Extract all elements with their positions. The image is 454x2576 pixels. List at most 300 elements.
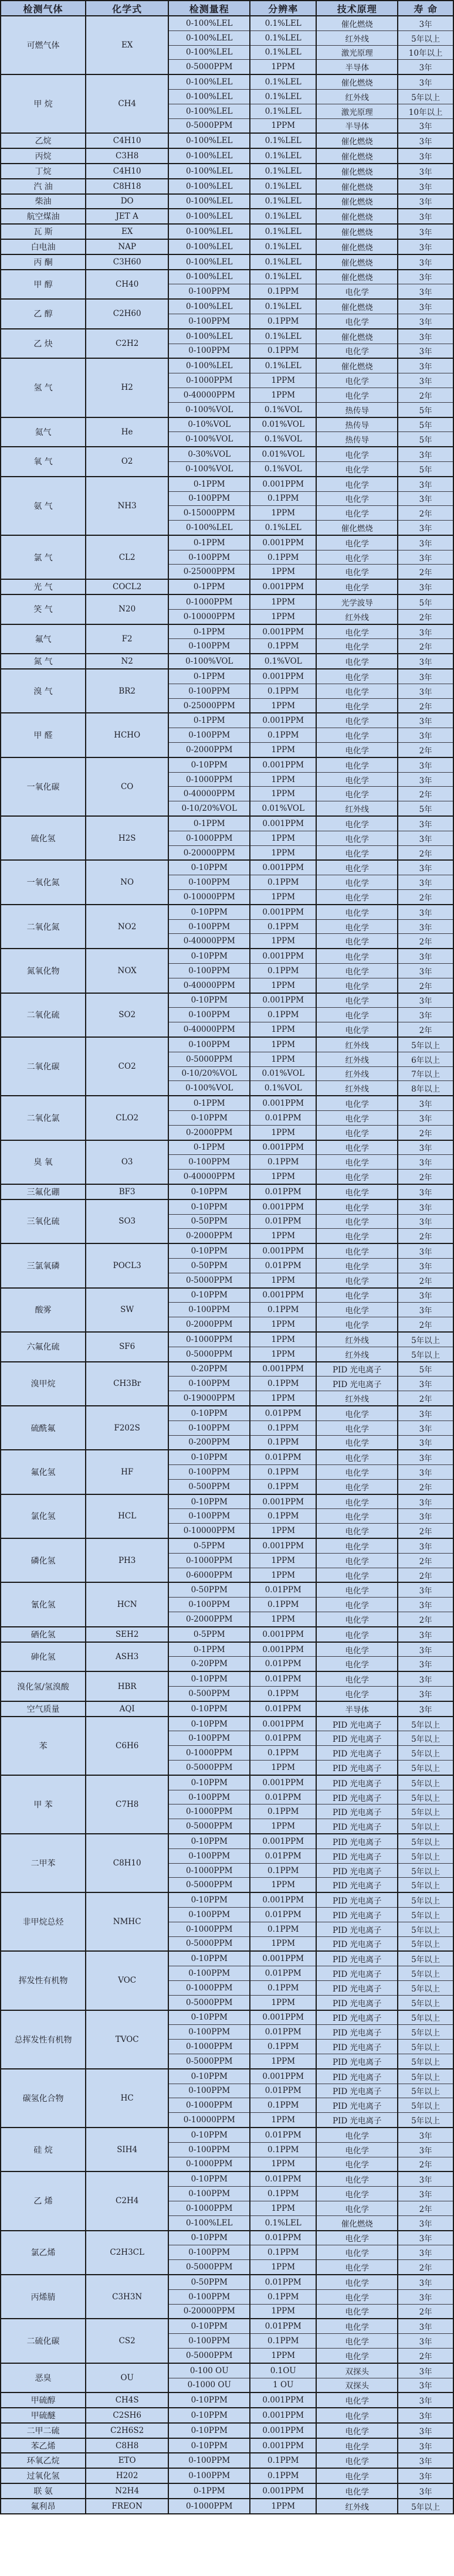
resolution-cell: 1PPM [250, 506, 316, 521]
range-cell: 0-10PPM [168, 860, 250, 875]
range-cell: 0-1000PPM [168, 594, 250, 609]
range-cell: 0-100PPM [168, 550, 250, 565]
gas-subrow [1, 1332, 453, 1347]
gas-name-cell: 甲 苯 [1, 1775, 86, 1834]
principle-cell: 催化燃烧 [316, 194, 398, 209]
formula-cell: HC [86, 2069, 168, 2128]
formula-cell: NAP [86, 239, 168, 254]
principle-cell: 电化学 [316, 978, 398, 993]
principle-cell: 电化学 [316, 2348, 398, 2363]
lifespan-cell: 3年 [398, 314, 453, 328]
formula-cell: DO [86, 194, 168, 209]
lifespan-cell: 5年以上 [398, 1819, 453, 1834]
principle-cell: 电化学 [316, 905, 398, 919]
range-cell: 0-100PPM [168, 1731, 250, 1746]
formula-cell: C4H10 [86, 133, 168, 148]
resolution-cell: 0.001PPM [250, 2438, 316, 2453]
resolution-cell: 0.1%LEL [250, 30, 316, 45]
gas-name-cell: 氢 气 [1, 358, 86, 417]
lifespan-cell: 10年以上 [398, 45, 453, 60]
lifespan-cell: 2年 [398, 1553, 453, 1568]
range-cell: 0-20PPM [168, 1657, 250, 1671]
principle-cell: 电化学 [316, 713, 398, 728]
gas-name-cell: 氰化氢 [1, 1582, 86, 1626]
range-cell: 0-100PPM [168, 2453, 250, 2468]
gas-subrow [1, 477, 453, 491]
principle-cell: 电化学 [316, 639, 398, 654]
gas-subrow [1, 905, 453, 919]
formula-cell: C6H6 [86, 1717, 168, 1775]
principle-cell: 热传导 [316, 402, 398, 417]
resolution-cell: 0.01PPM [250, 2128, 316, 2142]
lifespan-cell: 3年 [398, 1582, 453, 1597]
resolution-cell: 0.01%VOL [250, 1066, 316, 1081]
range-cell: 0-10PPM [168, 1243, 250, 1258]
resolution-cell: 0.1PPM [250, 919, 316, 934]
principle-cell: PID 光电离子 [316, 1362, 398, 1377]
lifespan-cell: 5年以上 [398, 1848, 453, 1863]
principle-cell: 催化燃烧 [316, 358, 398, 373]
lifespan-cell: 5年以上 [398, 1037, 453, 1052]
lifespan-cell: 2年 [398, 565, 453, 579]
resolution-cell: 0.1%LEL [250, 2215, 316, 2230]
lifespan-cell: 3年 [398, 133, 453, 148]
gas-subrow [1, 74, 453, 89]
range-cell: 0-100%LEL [168, 329, 250, 344]
formula-cell: CLO2 [86, 1096, 168, 1140]
principle-cell: PID 光电离子 [316, 1936, 398, 1951]
lifespan-cell: 5年以上 [398, 1892, 453, 1907]
formula-cell: C2H2 [86, 329, 168, 359]
gas-name-cell: 氦气 [1, 417, 86, 447]
gas-subrow [1, 1671, 453, 1686]
range-cell: 0-100%LEL [168, 30, 250, 45]
resolution-cell: 0.1PPM [250, 2334, 316, 2349]
resolution-cell: 0.001PPM [250, 1775, 316, 1790]
gas-subrow [1, 1701, 453, 1717]
principle-cell: 红外线 [316, 1066, 398, 1081]
formula-cell: H2S [86, 816, 168, 860]
range-cell: 0-50PPM [168, 1258, 250, 1273]
principle-cell: 电化学 [316, 2260, 398, 2275]
lifespan-cell: 5年以上 [398, 1878, 453, 1892]
lifespan-cell: 2年 [398, 1479, 453, 1494]
resolution-cell: 1PPM [250, 2157, 316, 2171]
gas-subrow [1, 2231, 453, 2245]
lifespan-cell: 3年 [398, 344, 453, 358]
gas-subrow [1, 1892, 453, 1907]
range-cell: 0-10PPM [168, 1951, 250, 1966]
lifespan-cell: 3年 [398, 2334, 453, 2349]
lifespan-cell: 3年 [398, 1008, 453, 1022]
range-cell: 0-100%LEL [168, 194, 250, 209]
principle-cell: 电化学 [316, 2393, 398, 2408]
range-cell: 0-15000PPM [168, 506, 250, 521]
resolution-cell: 0.1PPM [250, 639, 316, 654]
formula-cell: OU [86, 2363, 168, 2393]
lifespan-cell: 5年以上 [398, 1863, 453, 1878]
principle-cell: 电化学 [316, 1155, 398, 1170]
range-cell: 0-10000PPM [168, 609, 250, 624]
principle-cell: 电化学 [316, 2201, 398, 2215]
range-cell: 0-1000PPM [168, 373, 250, 388]
principle-cell: PID 光电离子 [316, 1804, 398, 1819]
formula-cell: NO [86, 860, 168, 904]
lifespan-cell: 5年以上 [398, 1775, 453, 1790]
lifespan-cell: 3年 [398, 491, 453, 506]
principle-cell: 电化学 [316, 461, 398, 476]
gas-name-cell: 氮氧化物 [1, 949, 86, 993]
resolution-cell: 0.1%VOL [250, 654, 316, 669]
principle-cell: 电化学 [316, 1214, 398, 1229]
resolution-cell: 0.001PPM [250, 1538, 316, 1553]
resolution-cell: 0.001PPM [250, 2408, 316, 2423]
principle-cell: 电化学 [316, 964, 398, 978]
resolution-cell: 1PPM [250, 1170, 316, 1184]
resolution-cell: 0.1%LEL [250, 209, 316, 224]
principle-cell: 催化燃烧 [316, 148, 398, 164]
gas-subrow [1, 594, 453, 609]
formula-cell: N2 [86, 654, 168, 669]
principle-cell: 电化学 [316, 1406, 398, 1420]
lifespan-cell: 3年 [398, 254, 453, 270]
range-cell: 0-500PPM [168, 1479, 250, 1494]
resolution-cell: 1PPM [250, 772, 316, 787]
principle-cell: 电化学 [316, 1568, 398, 1582]
gas-subrow [1, 2483, 453, 2499]
formula-cell: NMHC [86, 1892, 168, 1951]
formula-cell: F202S [86, 1406, 168, 1450]
range-cell: 0-10PPM [168, 905, 250, 919]
range-cell: 0-10000PPM [168, 890, 250, 905]
resolution-cell: 0.1PPM [250, 875, 316, 890]
principle-cell: PID 光电离子 [316, 2010, 398, 2025]
principle-cell: 电化学 [316, 2334, 398, 2349]
resolution-cell: 0.1%VOL [250, 432, 316, 447]
lifespan-cell: 3年 [398, 2231, 453, 2245]
principle-cell: 电化学 [316, 2187, 398, 2201]
principle-cell: 电化学 [316, 1022, 398, 1037]
formula-cell: PH3 [86, 1538, 168, 1582]
resolution-cell: 0.001PPM [250, 2069, 316, 2084]
gas-subrow [1, 654, 453, 669]
gas-name-cell: 氮 气 [1, 654, 86, 669]
resolution-cell: 0.1PPM [250, 2289, 316, 2304]
gas-subrow [1, 358, 453, 373]
lifespan-cell: 5年 [398, 594, 453, 609]
formula-cell: HBR [86, 1671, 168, 1701]
resolution-cell: 1PPM [250, 373, 316, 388]
principle-cell: 电化学 [316, 934, 398, 949]
lifespan-cell: 2年 [398, 1612, 453, 1627]
lifespan-cell: 3年 [398, 1598, 453, 1612]
gas-name-cell: 溴 气 [1, 669, 86, 713]
principle-cell: 电化学 [316, 1553, 398, 1568]
lifespan-cell: 3年 [398, 2275, 453, 2289]
range-cell: 0-1PPM [168, 713, 250, 728]
lifespan-cell: 5年以上 [398, 1717, 453, 1731]
gas-subrow [1, 1834, 453, 1848]
principle-cell: PID 光电离子 [316, 2113, 398, 2128]
principle-cell: 电化学 [316, 1110, 398, 1125]
lifespan-cell: 3年 [398, 1642, 453, 1657]
lifespan-cell: 2年 [398, 743, 453, 757]
formula-cell: O3 [86, 1140, 168, 1184]
lifespan-cell: 3年 [398, 2453, 453, 2468]
principle-cell: 电化学 [316, 1420, 398, 1435]
formula-cell: TVOC [86, 2010, 168, 2069]
range-cell: 0-10PPM [168, 1892, 250, 1907]
range-cell: 0-100PPM [168, 1037, 250, 1052]
principle-cell: 电化学 [316, 1184, 398, 1199]
formula-cell: EX [86, 16, 168, 74]
gas-subrow [1, 993, 453, 1008]
gas-subrow [1, 1184, 453, 1199]
range-cell: 0-40000PPM [168, 978, 250, 993]
principle-cell: 红外线 [316, 609, 398, 624]
range-cell: 0-5000PPM [168, 2054, 250, 2068]
range-cell: 0-100PPM [168, 284, 250, 299]
formula-cell: SIH4 [86, 2128, 168, 2171]
gas-name-cell: 二氧化氯 [1, 1096, 86, 1140]
principle-cell: 双探头 [316, 2363, 398, 2378]
resolution-cell: 1PPM [250, 1878, 316, 1892]
principle-cell: 电化学 [316, 2275, 398, 2289]
gas-name-cell: 二甲二硫 [1, 2423, 86, 2438]
lifespan-cell: 3年 [398, 358, 453, 373]
lifespan-cell: 3年 [398, 194, 453, 209]
gas-name-cell: 二甲苯 [1, 1834, 86, 1892]
lifespan-cell: 3年 [398, 329, 453, 344]
lifespan-cell: 3年 [398, 1538, 453, 1553]
range-cell: 0-1000PPM [168, 1746, 250, 1761]
lifespan-cell: 3年 [398, 2128, 453, 2142]
gas-name-cell: 甲硫醇 [1, 2393, 86, 2408]
principle-cell: 电化学 [316, 506, 398, 521]
gas-name-cell: 非甲烷总烃 [1, 1892, 86, 1951]
lifespan-cell: 3年 [398, 1288, 453, 1303]
lifespan-cell: 3年 [398, 2187, 453, 2201]
principle-cell: 红外线 [316, 1081, 398, 1096]
principle-cell: 电化学 [316, 1509, 398, 1524]
range-cell: 0-20PPM [168, 1362, 250, 1377]
principle-cell: 催化燃烧 [316, 133, 398, 148]
principle-cell: 电化学 [316, 1288, 398, 1303]
principle-cell: 电化学 [316, 1465, 398, 1480]
resolution-cell: 1PPM [250, 1936, 316, 1951]
range-cell: 0-1000PPM [168, 1922, 250, 1936]
principle-cell: 电化学 [316, 1258, 398, 1273]
range-cell: 0-10PPM [168, 757, 250, 772]
range-cell: 0-100%VOL [168, 402, 250, 417]
resolution-cell: 1PPM [250, 60, 316, 74]
gas-name-cell: 甲 醛 [1, 713, 86, 757]
range-cell: 0-100%LEL [168, 270, 250, 284]
formula-cell: C2H3CL [86, 2231, 168, 2275]
resolution-cell: 1 OU [250, 2378, 316, 2393]
resolution-cell: 1PPM [250, 2499, 316, 2514]
resolution-cell: 0.1%LEL [250, 45, 316, 60]
formula-cell: CL2 [86, 535, 168, 579]
lifespan-cell: 3年 [398, 1701, 453, 1717]
principle-cell: 催化燃烧 [316, 179, 398, 194]
gas-subrow [1, 669, 453, 684]
gas-subrow [1, 757, 453, 772]
lifespan-cell: 3年 [398, 669, 453, 684]
principle-cell: 电化学 [316, 2289, 398, 2304]
principle-cell: 电化学 [316, 2128, 398, 2142]
range-cell: 0-1000PPM [168, 2201, 250, 2215]
principle-cell: 电化学 [316, 314, 398, 328]
gas-subrow [1, 179, 453, 194]
resolution-cell: 0.001PPM [250, 1627, 316, 1642]
resolution-cell: 0.001PPM [250, 1642, 316, 1657]
resolution-cell: 0.001PPM [250, 2483, 316, 2499]
principle-cell: PID 光电离子 [316, 2098, 398, 2113]
principle-cell: 电化学 [316, 2231, 398, 2245]
range-cell: 0-100 OU [168, 2363, 250, 2378]
lifespan-cell: 3年 [398, 2423, 453, 2438]
range-cell: 0-10PPM [168, 993, 250, 1008]
resolution-cell: 0.001PPM [250, 713, 316, 728]
principle-cell: 电化学 [316, 2245, 398, 2260]
principle-cell: 半导体 [316, 60, 398, 74]
principle-cell: 电化学 [316, 919, 398, 934]
range-cell: 0-100PPM [168, 1509, 250, 1524]
resolution-cell: 1PPM [250, 1761, 316, 1775]
resolution-cell: 0.1%LEL [250, 148, 316, 164]
gas-subrow [1, 194, 453, 209]
range-cell: 0-2000PPM [168, 1612, 250, 1627]
formula-cell: C8H8 [86, 2438, 168, 2453]
range-cell: 0-40000PPM [168, 787, 250, 801]
lifespan-cell: 2年 [398, 1391, 453, 1406]
resolution-cell: 1PPM [250, 978, 316, 993]
resolution-cell: 0.01%VOL [250, 447, 316, 461]
lifespan-cell: 3年 [398, 1657, 453, 1671]
formula-cell: He [86, 417, 168, 447]
resolution-cell: 1PPM [250, 787, 316, 801]
gas-subrow [1, 2408, 453, 2423]
resolution-cell: 1PPM [250, 1273, 316, 1287]
principle-cell: 电化学 [316, 1140, 398, 1155]
range-cell: 0-1PPM [168, 1140, 250, 1155]
range-cell: 0-5000PPM [168, 1273, 250, 1287]
lifespan-cell: 3年 [398, 1671, 453, 1686]
resolution-cell: 0.01PPM [250, 1450, 316, 1464]
gas-name-cell: 丁烷 [1, 164, 86, 179]
range-cell: 0-1000 OU [168, 2378, 250, 2393]
range-cell: 0-2000PPM [168, 1229, 250, 1243]
principle-cell: PID 光电离子 [316, 2040, 398, 2054]
gas-name-cell: 氟气 [1, 624, 86, 654]
range-cell: 0-5000PPM [168, 60, 250, 74]
range-cell: 0-5000PPM [168, 1819, 250, 1834]
principle-cell: 红外线 [316, 1391, 398, 1406]
col-header-resolution: 分辨率 [250, 1, 316, 16]
lifespan-cell: 2年 [398, 2201, 453, 2215]
range-cell: 0-10PPM [168, 2393, 250, 2408]
range-cell: 0-10000PPM [168, 2113, 250, 2128]
principle-cell: 电化学 [316, 388, 398, 402]
gas-name-cell: 乙 炔 [1, 329, 86, 359]
range-cell: 0-100%LEL [168, 45, 250, 60]
resolution-cell: 0.001PPM [250, 993, 316, 1008]
lifespan-cell: 3年 [398, 875, 453, 890]
range-cell: 0-30%VOL [168, 447, 250, 461]
principle-cell: 电化学 [316, 2171, 398, 2186]
range-cell: 0-1PPM [168, 477, 250, 491]
principle-cell: PID 光电离子 [316, 2069, 398, 2084]
range-cell: 0-100PPM [168, 344, 250, 358]
range-cell: 0-10PPM [168, 2408, 250, 2423]
principle-cell: 催化燃烧 [316, 164, 398, 179]
lifespan-cell: 2年 [398, 1022, 453, 1037]
lifespan-cell: 2年 [398, 506, 453, 521]
resolution-cell: 1PPM [250, 1037, 316, 1052]
lifespan-cell: 5年以上 [398, 2040, 453, 2054]
range-cell: 0-1PPM [168, 579, 250, 594]
formula-cell: C2H4 [86, 2171, 168, 2230]
principle-cell: 红外线 [316, 801, 398, 816]
lifespan-cell: 3年 [398, 447, 453, 461]
resolution-cell: 1PPM [250, 1995, 316, 2010]
principle-cell: 电化学 [316, 344, 398, 358]
resolution-cell: 0.001PPM [250, 1892, 316, 1907]
range-cell: 0-100PPM [168, 1790, 250, 1804]
resolution-cell: 1PPM [250, 1553, 316, 1568]
formula-cell: C4H10 [86, 164, 168, 179]
principle-cell: 电化学 [316, 535, 398, 550]
principle-cell: 电化学 [316, 728, 398, 743]
resolution-cell: 0.001PPM [250, 949, 316, 963]
range-cell: 0-1000PPM [168, 2098, 250, 2113]
range-cell: 0-20000PPM [168, 2304, 250, 2319]
range-cell: 0-19000PPM [168, 1391, 250, 1406]
principle-cell: 电化学 [316, 845, 398, 860]
resolution-cell: 0.01PPM [250, 1406, 316, 1420]
range-cell: 0-100PPM [168, 2289, 250, 2304]
lifespan-cell: 3年 [398, 1509, 453, 1524]
formula-cell: HF [86, 1450, 168, 1494]
lifespan-cell: 3年 [398, 728, 453, 743]
range-cell: 0-5000PPM [168, 1878, 250, 1892]
principle-cell: 电化学 [316, 491, 398, 506]
lifespan-cell: 2年 [398, 978, 453, 993]
resolution-cell: 0.1PPM [250, 491, 316, 506]
range-cell: 0-2000PPM [168, 1317, 250, 1332]
principle-cell: 红外线 [316, 1332, 398, 1347]
gas-subrow [1, 1243, 453, 1258]
gas-name-cell: 挥发性有机物 [1, 1951, 86, 2010]
resolution-cell: 0.1%VOL [250, 402, 316, 417]
principle-cell: 电化学 [316, 860, 398, 875]
resolution-cell: 1PPM [250, 2260, 316, 2275]
lifespan-cell: 5年 [398, 402, 453, 417]
range-cell: 0-1000PPM [168, 2499, 250, 2514]
lifespan-cell: 3年 [398, 654, 453, 669]
gas-name-cell: 乙 烯 [1, 2171, 86, 2230]
resolution-cell: 0.001PPM [250, 1362, 316, 1377]
range-cell: 0-100PPM [168, 1848, 250, 1863]
resolution-cell: 1PPM [250, 1229, 316, 1243]
principle-cell: 电化学 [316, 875, 398, 890]
principle-cell: 电化学 [316, 757, 398, 772]
resolution-cell: 0.001PPM [250, 1951, 316, 1966]
principle-cell: 光学波导 [316, 594, 398, 609]
lifespan-cell: 2年 [398, 934, 453, 949]
resolution-cell: 0.001PPM [250, 2423, 316, 2438]
